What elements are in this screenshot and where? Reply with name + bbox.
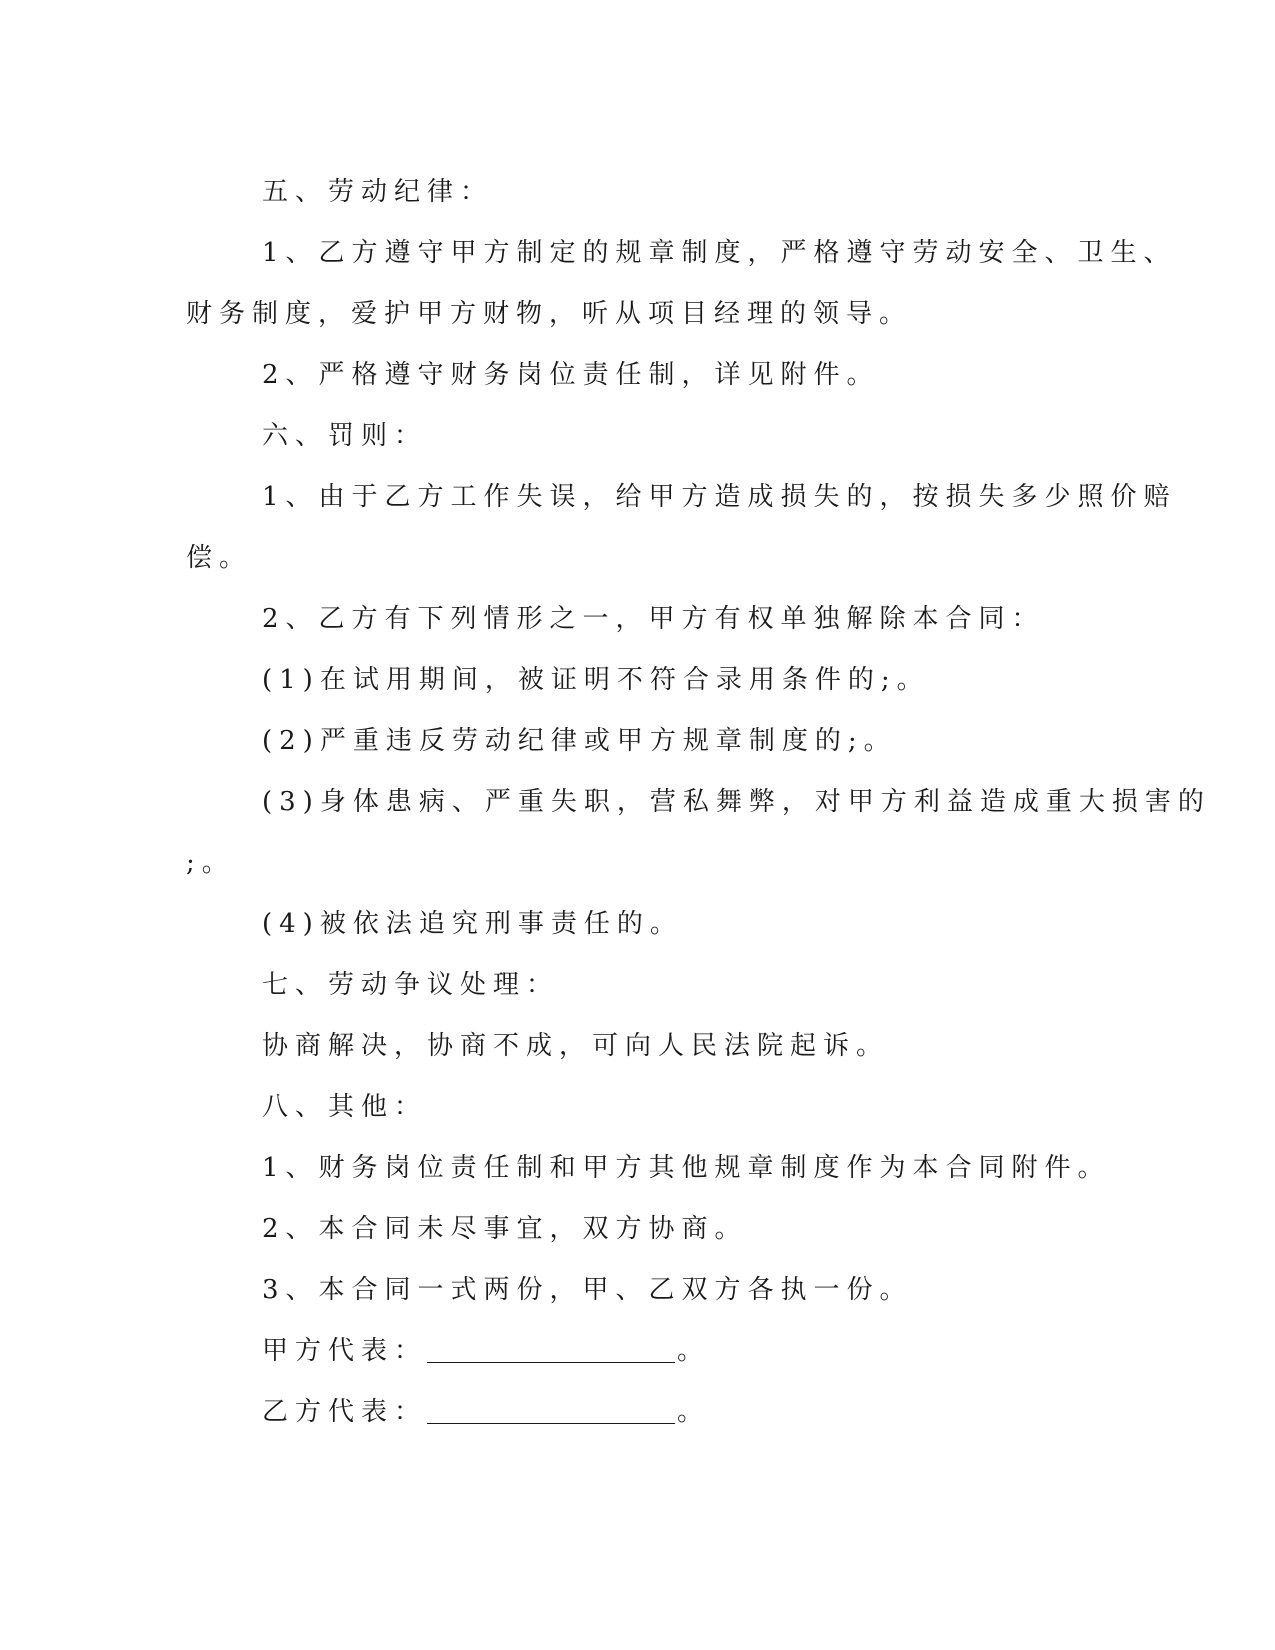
section-heading: 六、罚则： bbox=[262, 421, 428, 451]
party-b-signature-blank bbox=[427, 1393, 675, 1424]
party-b-signature-line bbox=[186, 1382, 1086, 1443]
section-heading: 八、其他： bbox=[262, 1092, 428, 1122]
paragraph-line: 1、乙方遵守甲方制定的规章制度，严格遵守劳动安全、卫生、 bbox=[262, 238, 1177, 268]
list-item-continuation: ;。 bbox=[186, 848, 235, 878]
paragraph-line: 3、本合同一式两份，甲、乙双方各执一份。 bbox=[262, 1275, 913, 1305]
paragraph-line: 2、严格遵守财务岗位责任制，详见附件。 bbox=[262, 360, 880, 390]
list-item: (3)身体患病、严重失职，营私舞弊，对甲方利益造成重大损害的 bbox=[262, 787, 1211, 817]
party-a-signature-blank bbox=[427, 1332, 675, 1363]
paragraph-line: 1、由于乙方工作失误，给甲方造成损失的，按损失多少照价赔 bbox=[262, 482, 1177, 512]
list-item: (1)在试用期间，被证明不符合录用条件的;。 bbox=[262, 665, 930, 695]
document-body bbox=[186, 162, 1211, 1443]
list-item: (4)被依法追究刑事责任的。 bbox=[262, 909, 683, 939]
paragraph-line: 1、财务岗位责任制和甲方其他规章制度作为本合同附件。 bbox=[262, 1153, 1111, 1183]
party-b-end-mark: 。 bbox=[677, 1397, 711, 1427]
party-a-signature-line bbox=[186, 1321, 1086, 1382]
paragraph-line: 财务制度，爱护甲方财物，听从项目经理的领导。 bbox=[186, 299, 913, 329]
paragraph-line: 2、本合同未尽事宜，双方协商。 bbox=[262, 1214, 748, 1244]
section-heading: 五、劳动纪律： bbox=[262, 177, 494, 207]
party-a-label: 甲方代表： bbox=[262, 1336, 428, 1366]
paragraph-line: 偿。 bbox=[186, 543, 253, 573]
party-a-end-mark: 。 bbox=[677, 1336, 711, 1366]
section-heading: 七、劳动争议处理： bbox=[262, 970, 560, 1000]
list-item: (2)严重违反劳动纪律或甲方规章制度的;。 bbox=[262, 726, 897, 756]
paragraph-line: 协商解决，协商不成，可向人民法院起诉。 bbox=[262, 1031, 890, 1061]
party-b-label: 乙方代表： bbox=[262, 1397, 428, 1427]
paragraph-line: 2、乙方有下列情形之一，甲方有权单独解除本合同： bbox=[262, 604, 1045, 634]
